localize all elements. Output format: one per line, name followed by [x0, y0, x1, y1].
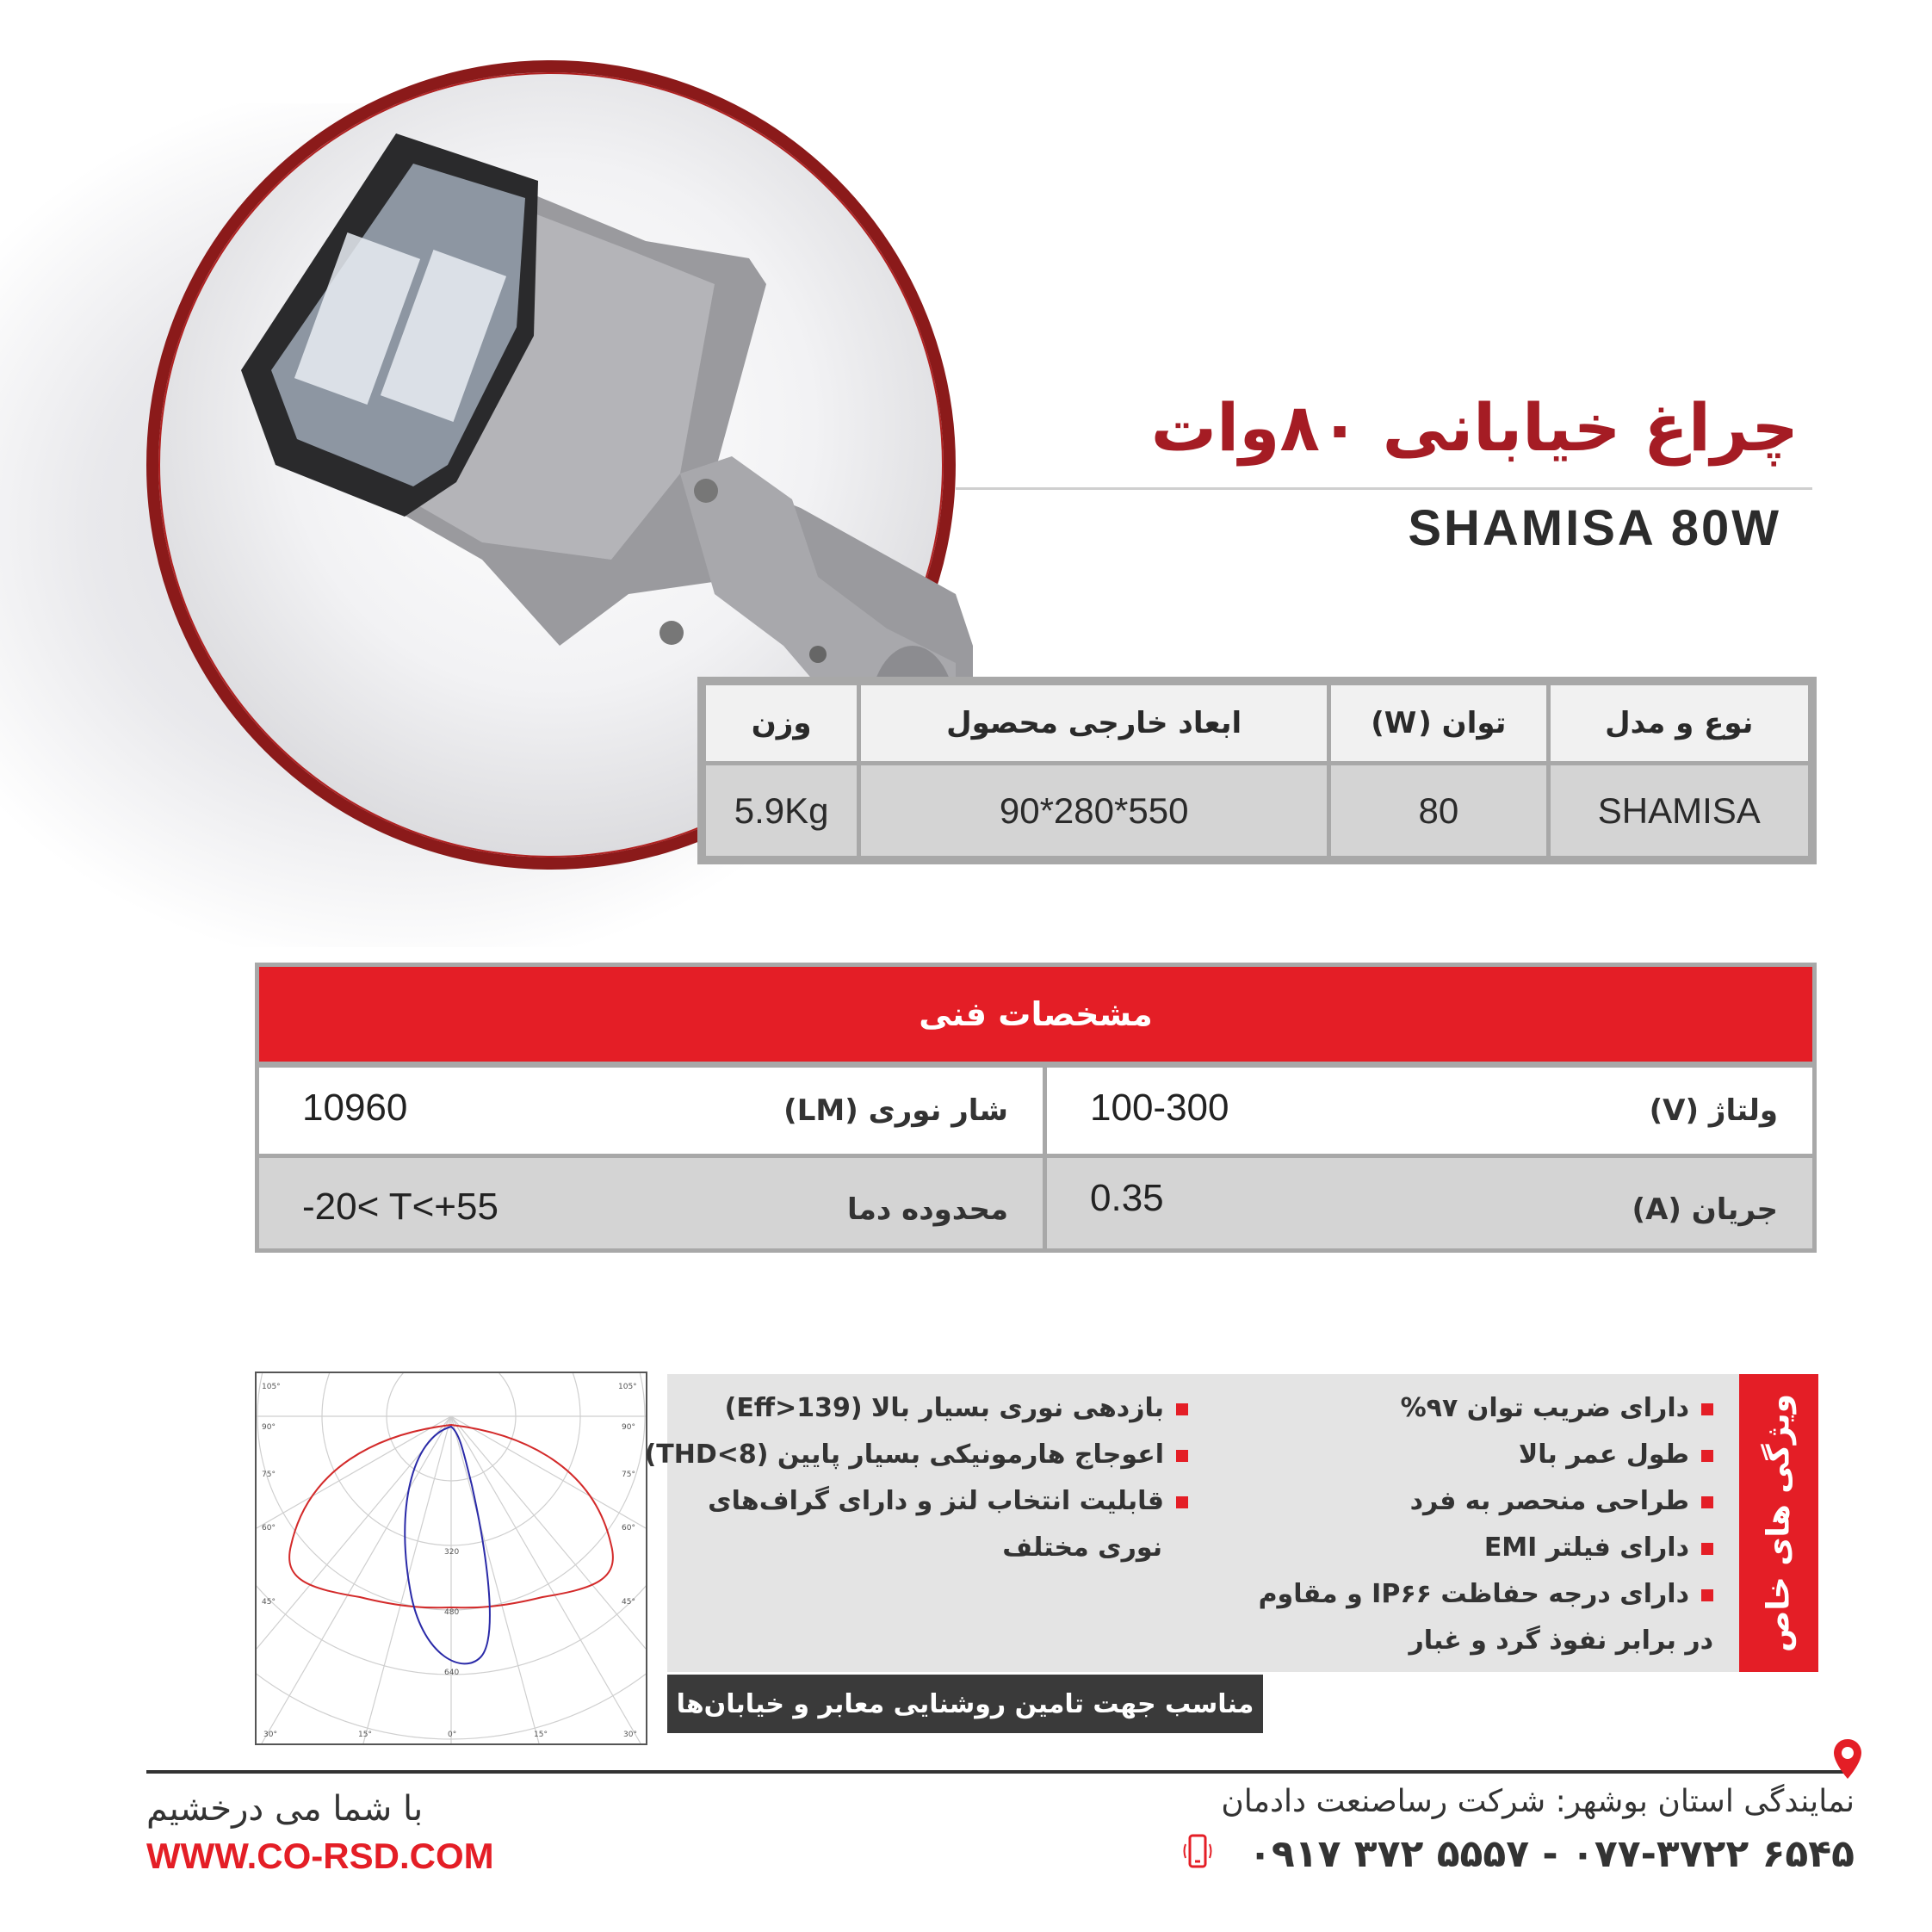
- tech-cell: [1047, 1158, 1812, 1248]
- spec-value-cell: 550*280*90: [861, 765, 1327, 856]
- footer-slogan: با شما می درخشیم: [146, 1789, 424, 1829]
- polar-bottom-label: 0°: [448, 1731, 457, 1739]
- polar-angle-label: 105°: [262, 1383, 281, 1391]
- polar-angle-label: 45°: [622, 1598, 635, 1607]
- feature-item-continued: نوری مختلف: [1002, 1533, 1162, 1563]
- tech-value: 0.35: [1090, 1177, 1164, 1219]
- polar-angle-label: 60°: [622, 1524, 635, 1533]
- tech-cell: [259, 1158, 1043, 1248]
- feature-item: طراحی منحصر به فرد: [1410, 1486, 1713, 1516]
- footer-website-link[interactable]: WWW.CO-RSD.COM: [146, 1836, 494, 1876]
- tech-cell: [259, 1068, 1043, 1154]
- feature-item: بازدهی نوری بسیار بالا (Eff>139): [725, 1393, 1188, 1423]
- spec-value-cell: SHAMISA: [1551, 765, 1808, 856]
- tech-key: محدوده دما: [847, 1192, 1008, 1227]
- feature-item-continued: در برابر نفوذ گرد و غبار: [1409, 1625, 1713, 1656]
- tech-key: ولتاژ (V): [1649, 1093, 1778, 1128]
- phone-icon: [1183, 1832, 1212, 1872]
- feature-item: دارای ضریب توان ۹۷%: [1401, 1393, 1713, 1423]
- tech-cell: [1047, 1068, 1812, 1154]
- tech-value: 100-300: [1090, 1087, 1229, 1129]
- polar-radial-label: 480: [444, 1608, 460, 1617]
- footer-phones: ۰۹۱۷ ۳۷۲ ۵۵۵۷ - ۰۷۷-۳۷۲۲ ۶۵۴۵: [1248, 1832, 1855, 1876]
- polar-bottom-label: 15°: [358, 1731, 372, 1739]
- features-panel: [644, 1374, 1739, 1672]
- footer-divider: [146, 1770, 1844, 1774]
- spec-header-cell: وزن: [706, 685, 857, 761]
- spec-header-cell: نوع و مدل: [1551, 685, 1808, 761]
- tech-key: جریان (A): [1632, 1192, 1778, 1227]
- usage-banner: مناسب جهت تامین روشنایی معابر و خیابان‌ها: [667, 1675, 1263, 1733]
- product-title: چراغ خیابانی ۸۰وات: [1150, 389, 1799, 466]
- polar-radial-label: 320: [444, 1548, 460, 1557]
- polar-angle-label: 45°: [262, 1598, 276, 1607]
- feature-item: اعوجاج هارمونیکی بسیار پایین (THD<8): [645, 1440, 1188, 1470]
- spec-value-cell: 80: [1331, 765, 1546, 856]
- polar-angle-label: 75°: [622, 1471, 635, 1479]
- spec-value-cell: 5.9Kg: [706, 765, 857, 856]
- footer-address: نمایندگی استان بوشهر: شرکت رساصنعت دادمان: [1221, 1784, 1855, 1819]
- polar-bottom-label: 30°: [623, 1731, 637, 1739]
- polar-angle-label: 90°: [262, 1423, 276, 1432]
- spec-header-cell: توان (W): [1331, 685, 1546, 761]
- features-side-label: ویژگی های خاص: [1739, 1374, 1818, 1672]
- polar-angle-label: 60°: [262, 1524, 276, 1533]
- feature-item: قابلیت انتخاب لنز و دارای گراف‌های: [708, 1486, 1188, 1516]
- polar-angle-label: 90°: [622, 1423, 635, 1432]
- feature-item: دارای فیلتر EMI: [1484, 1533, 1713, 1563]
- spec-value-row: [706, 765, 1808, 856]
- spec-header-cell: ابعاد خارجی محصول: [861, 685, 1327, 761]
- location-pin-icon: [1832, 1737, 1863, 1780]
- polar-radial-label: 640: [444, 1669, 460, 1677]
- polar-bottom-label: 15°: [534, 1731, 548, 1739]
- spec-header-row: [706, 685, 1808, 761]
- tech-specs-title: مشخصات فنی: [259, 967, 1812, 1062]
- product-model: SHAMISA 80W: [1408, 500, 1781, 556]
- spec-table: [697, 677, 1817, 864]
- feature-item: دارای درجه حفاظت IP۶۶ و مقاوم: [1259, 1579, 1713, 1609]
- title-divider: [956, 487, 1812, 490]
- tech-specs-table: [255, 963, 1817, 1253]
- polar-angle-label: 75°: [262, 1471, 276, 1479]
- tech-key: شار نوری (LM): [783, 1093, 1008, 1128]
- feature-item: طول عمر بالا: [1519, 1440, 1713, 1470]
- tech-value: 10960: [302, 1087, 408, 1129]
- polar-light-distribution: [255, 1372, 647, 1745]
- polar-angle-label: 105°: [618, 1383, 637, 1391]
- tech-value: -20< T<+55: [302, 1186, 498, 1228]
- polar-bottom-label: 30°: [263, 1731, 277, 1739]
